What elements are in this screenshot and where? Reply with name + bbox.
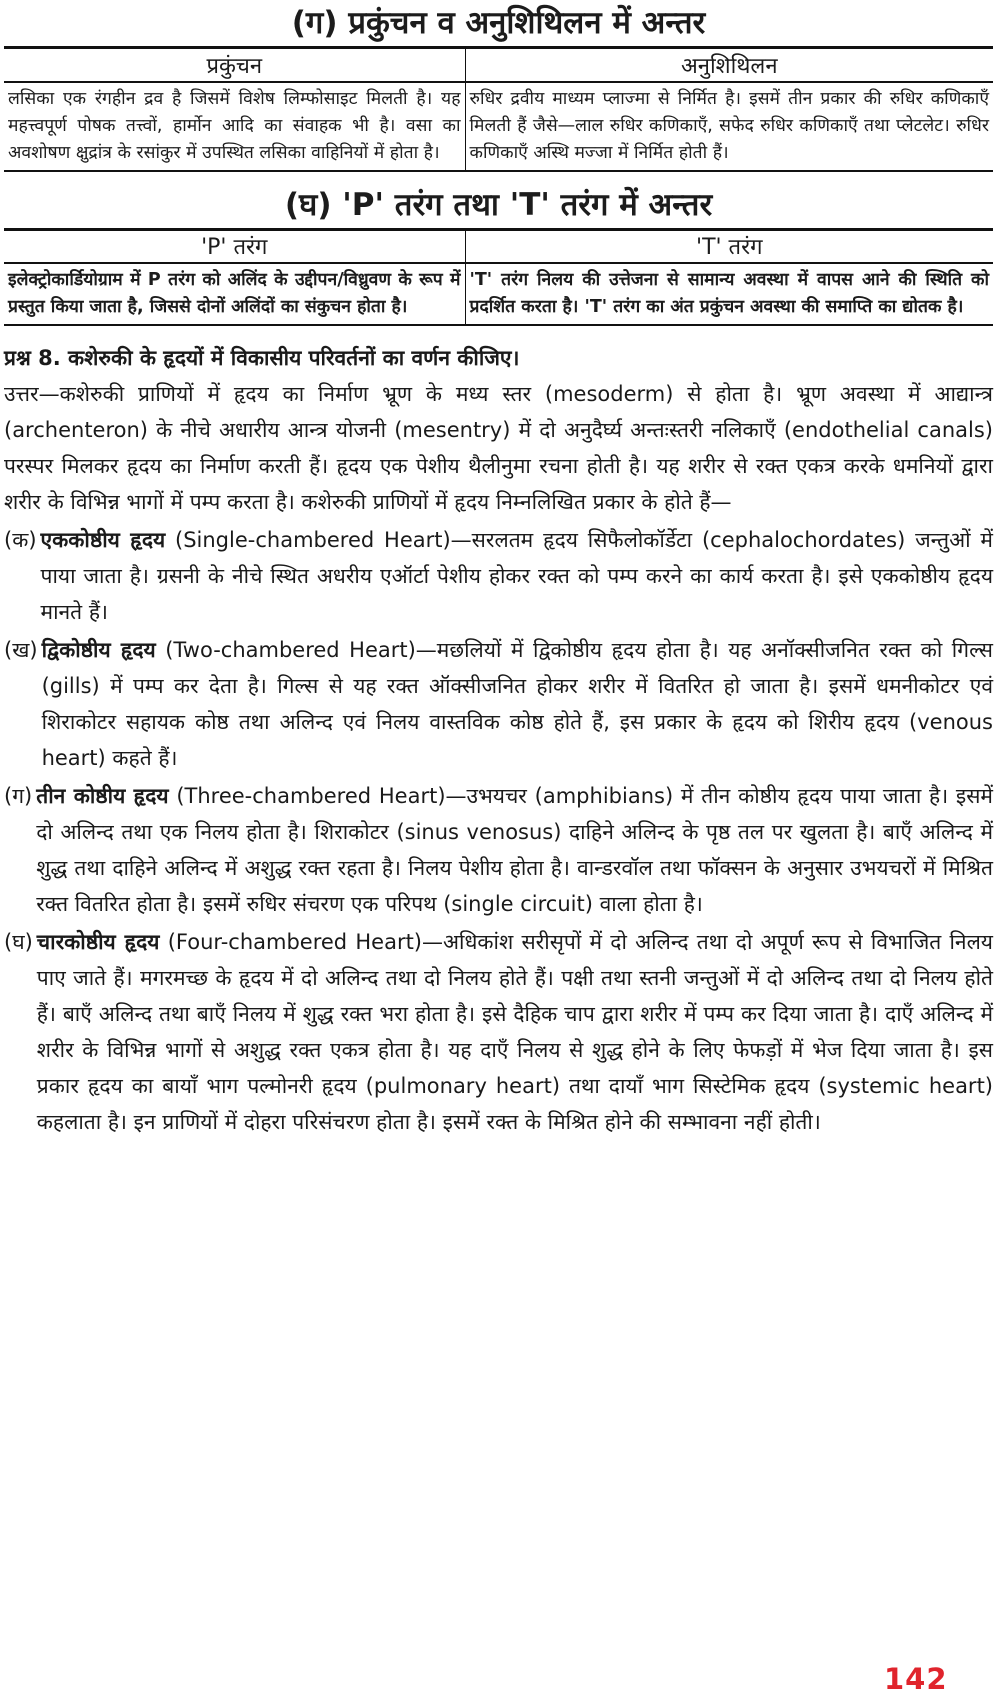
page-number: 142 (884, 1662, 948, 1696)
item-text: (Three-chambered Heart)—उभयचर (amphibians) में तीन कोष्ठीय हृदय पाया जाता है। इसमें दो अलिन्द तथा एक निलय होता है। शिराकोटर (sinus venosus) दाहिने अलिन्द के पृष्ठ तल पर खुलता है। बाएँ अलिन्द में शुद्ध तथा दाहिने अलिन्द में अशुद्ध रक्त रहता है। निलय पेशीय होता है। वान्डरवॉल तथा फॉक्सन के अनुसार उभयचरों में मिश्रित रक्त वितरित होता है। इसमें रुधिर संचरण एक परिपथ (single circuit) वाला होता है। (36, 784, 993, 916)
table-gh-header-1: 'P' तरंग (4, 229, 465, 263)
section-g-title: (ग) प्रकुंचन व अनुशिथिलन में अन्तर (291, 5, 706, 41)
list-item (4, 778, 993, 922)
question-heading: प्रश्न 8. कशेरुकी के हृदयों में विकासीय परिवर्तनों का वर्णन कीजिए। (4, 346, 520, 370)
item-heading: तीन कोष्ठीय हृदय (36, 784, 169, 808)
item-heading: एककोष्ठीय हृदय (40, 528, 166, 552)
comparison-table-g (4, 46, 993, 172)
section-gh-title: (घ) 'P' तरंग तथा 'T' तरंग में अन्तर (284, 186, 713, 223)
table-gh-cell-2: 'T' तरंग निलय की उत्तेजना से सामान्य अवस्था में वापस आने की स्थिति को प्रदर्शित करता है। 'T' तरंग का अंत प्रकुंचन अवस्था की समाप्ति का द्योतक है। (465, 263, 993, 325)
item-label: (ग) (4, 784, 33, 808)
list-item (4, 522, 993, 630)
list-item (4, 632, 993, 776)
comparison-table-gh (4, 228, 993, 327)
item-label: (ख) (4, 638, 38, 662)
item-heading: चारकोष्ठीय हृदय (36, 930, 160, 954)
item-label: (घ) (4, 930, 33, 954)
table-gh-header-2: 'T' तरंग (465, 229, 993, 263)
table-gh-cell-1: इलेक्ट्रोकार्डियोग्राम में P तरंग को अलिंद के उद्दीपन/विध्रुवण के रूप में प्रस्तुत किया जाता है, जिससे दोनों अलिंदों का संकुचन होता है। (8, 270, 461, 317)
item-text: (Two-chambered Heart)—मछलियों में द्विकोष्ठीय हृदय होता है। यह अनॉक्सीजनित रक्त को गिल्स (gills) में पम्प कर देता है। गिल्स से यह रक्त ऑक्सीजनित होकर शरीर में वितरित हो जाता है। इसमें धमनीकोटर एवं शिराकोटर सहायक कोष्ठ तथा अलिन्द एवं निलय वास्तविक कोष्ठ होते हैं, इस प्रकार के हृदय को शिरीय हृदय (venous heart) कहते हैं। (41, 638, 993, 770)
item-heading: द्विकोष्ठीय हृदय (41, 638, 156, 662)
item-label: (क) (4, 528, 37, 552)
table-g-header-1: प्रकुंचन (4, 48, 465, 82)
table-g-cell-2: रुधिर द्रवीय माध्यम प्लाज्मा से निर्मित है। इसमें तीन प्रकार की रुधिर कणिकाएँ मिलती हैं जैसे—लाल रुधिर कणिकाएँ, सफेद रुधिर कणिकाएँ तथा प्लेटलेट। रुधिर कणिकाएँ अस्थि मज्जा में निर्मित होती हैं। (465, 82, 993, 171)
item-text: (Four-chambered Heart)—अधिकांश सरीसृपों में दो अलिन्द तथा दो अपूर्ण रूप से विभाजित निलय पाए जाते हैं। मगरमच्छ के हृदय में दो अलिन्द तथा दो निलय होते हैं। पक्षी तथा स्तनी जन्तुओं में दो अलिन्द तथा दो निलय होते हैं। बाएँ अलिन्द तथा बाएँ निलय में शुद्ध रक्त भरा होता है। इसे दैहिक चाप द्वारा शरीर में पम्प कर दिया जाता है। दाएँ अलिन्द में शरीर के विभिन्न भागों से अशुद्ध रक्त एकत्र होता है। यह दाएँ निलय से शुद्ध होने के लिए फेफड़ों में भेज दिया जाता है। इस प्रकार हृदय का बायाँ भाग पल्मोनरी हृदय (pulmonary heart) तथा दायाँ भाग सिस्टेमिक हृदय (systemic heart) कहलाता है। इन प्राणियों में दोहरा परिसंचरण होता है। इसमें रक्त के मिश्रित होने की सम्भावना नहीं होती। (36, 930, 993, 1134)
list-item (4, 924, 993, 1140)
table-g-cell-1: लसिका एक रंगहीन द्रव है जिसमें विशेष लिम्फोसाइट मिलती है। यह महत्त्वपूर्ण पोषक तत्त्वों, हार्मोन आदि का संवाहक भी है। वसा का अवशोषण क्षुद्रांत्र के रसांकुर में उपस्थित लसिका वाहिनियों में होता है। (8, 88, 461, 163)
table-g-header-2: अनुशिथिलन (465, 48, 993, 82)
item-text: (Single-chambered Heart)—सरलतम हृदय सिफैलोकॉर्डेटा (cephalochordates) जन्तुओं में पाया जाता है। ग्रसनी के नीचे स्थित अधरीय एऑर्टा पेशीय होकर रक्त को पम्प करने का कार्य करता है। इसे एककोष्ठीय हृदय मानते हैं। (40, 528, 993, 624)
answer-lead: उत्तर—कशेरुकी प्राणियों में हृदय का निर्माण भ्रूण के मध्य स्तर (mesoderm) से होता है। भ्रूण अवस्था में आद्यान्त्र (archenteron) के नीचे अधारीय आन्त्र योजनी (mesentry) में दो अनुदैर्घ्य अन्तःस्तरी नलिकाएँ (endothelial canals) परस्पर मिलकर हृदय का निर्माण करती हैं। हृदय एक पेशीय थैलीनुमा रचना होती है। यह शरीर से रक्त एकत्र करके धमनियों द्वारा शरीर के विभिन्न भागों में पम्प करता है। कशेरुकी प्राणियों में हृदय निम्नलिखित प्रकार के होते हैं— (4, 382, 993, 514)
